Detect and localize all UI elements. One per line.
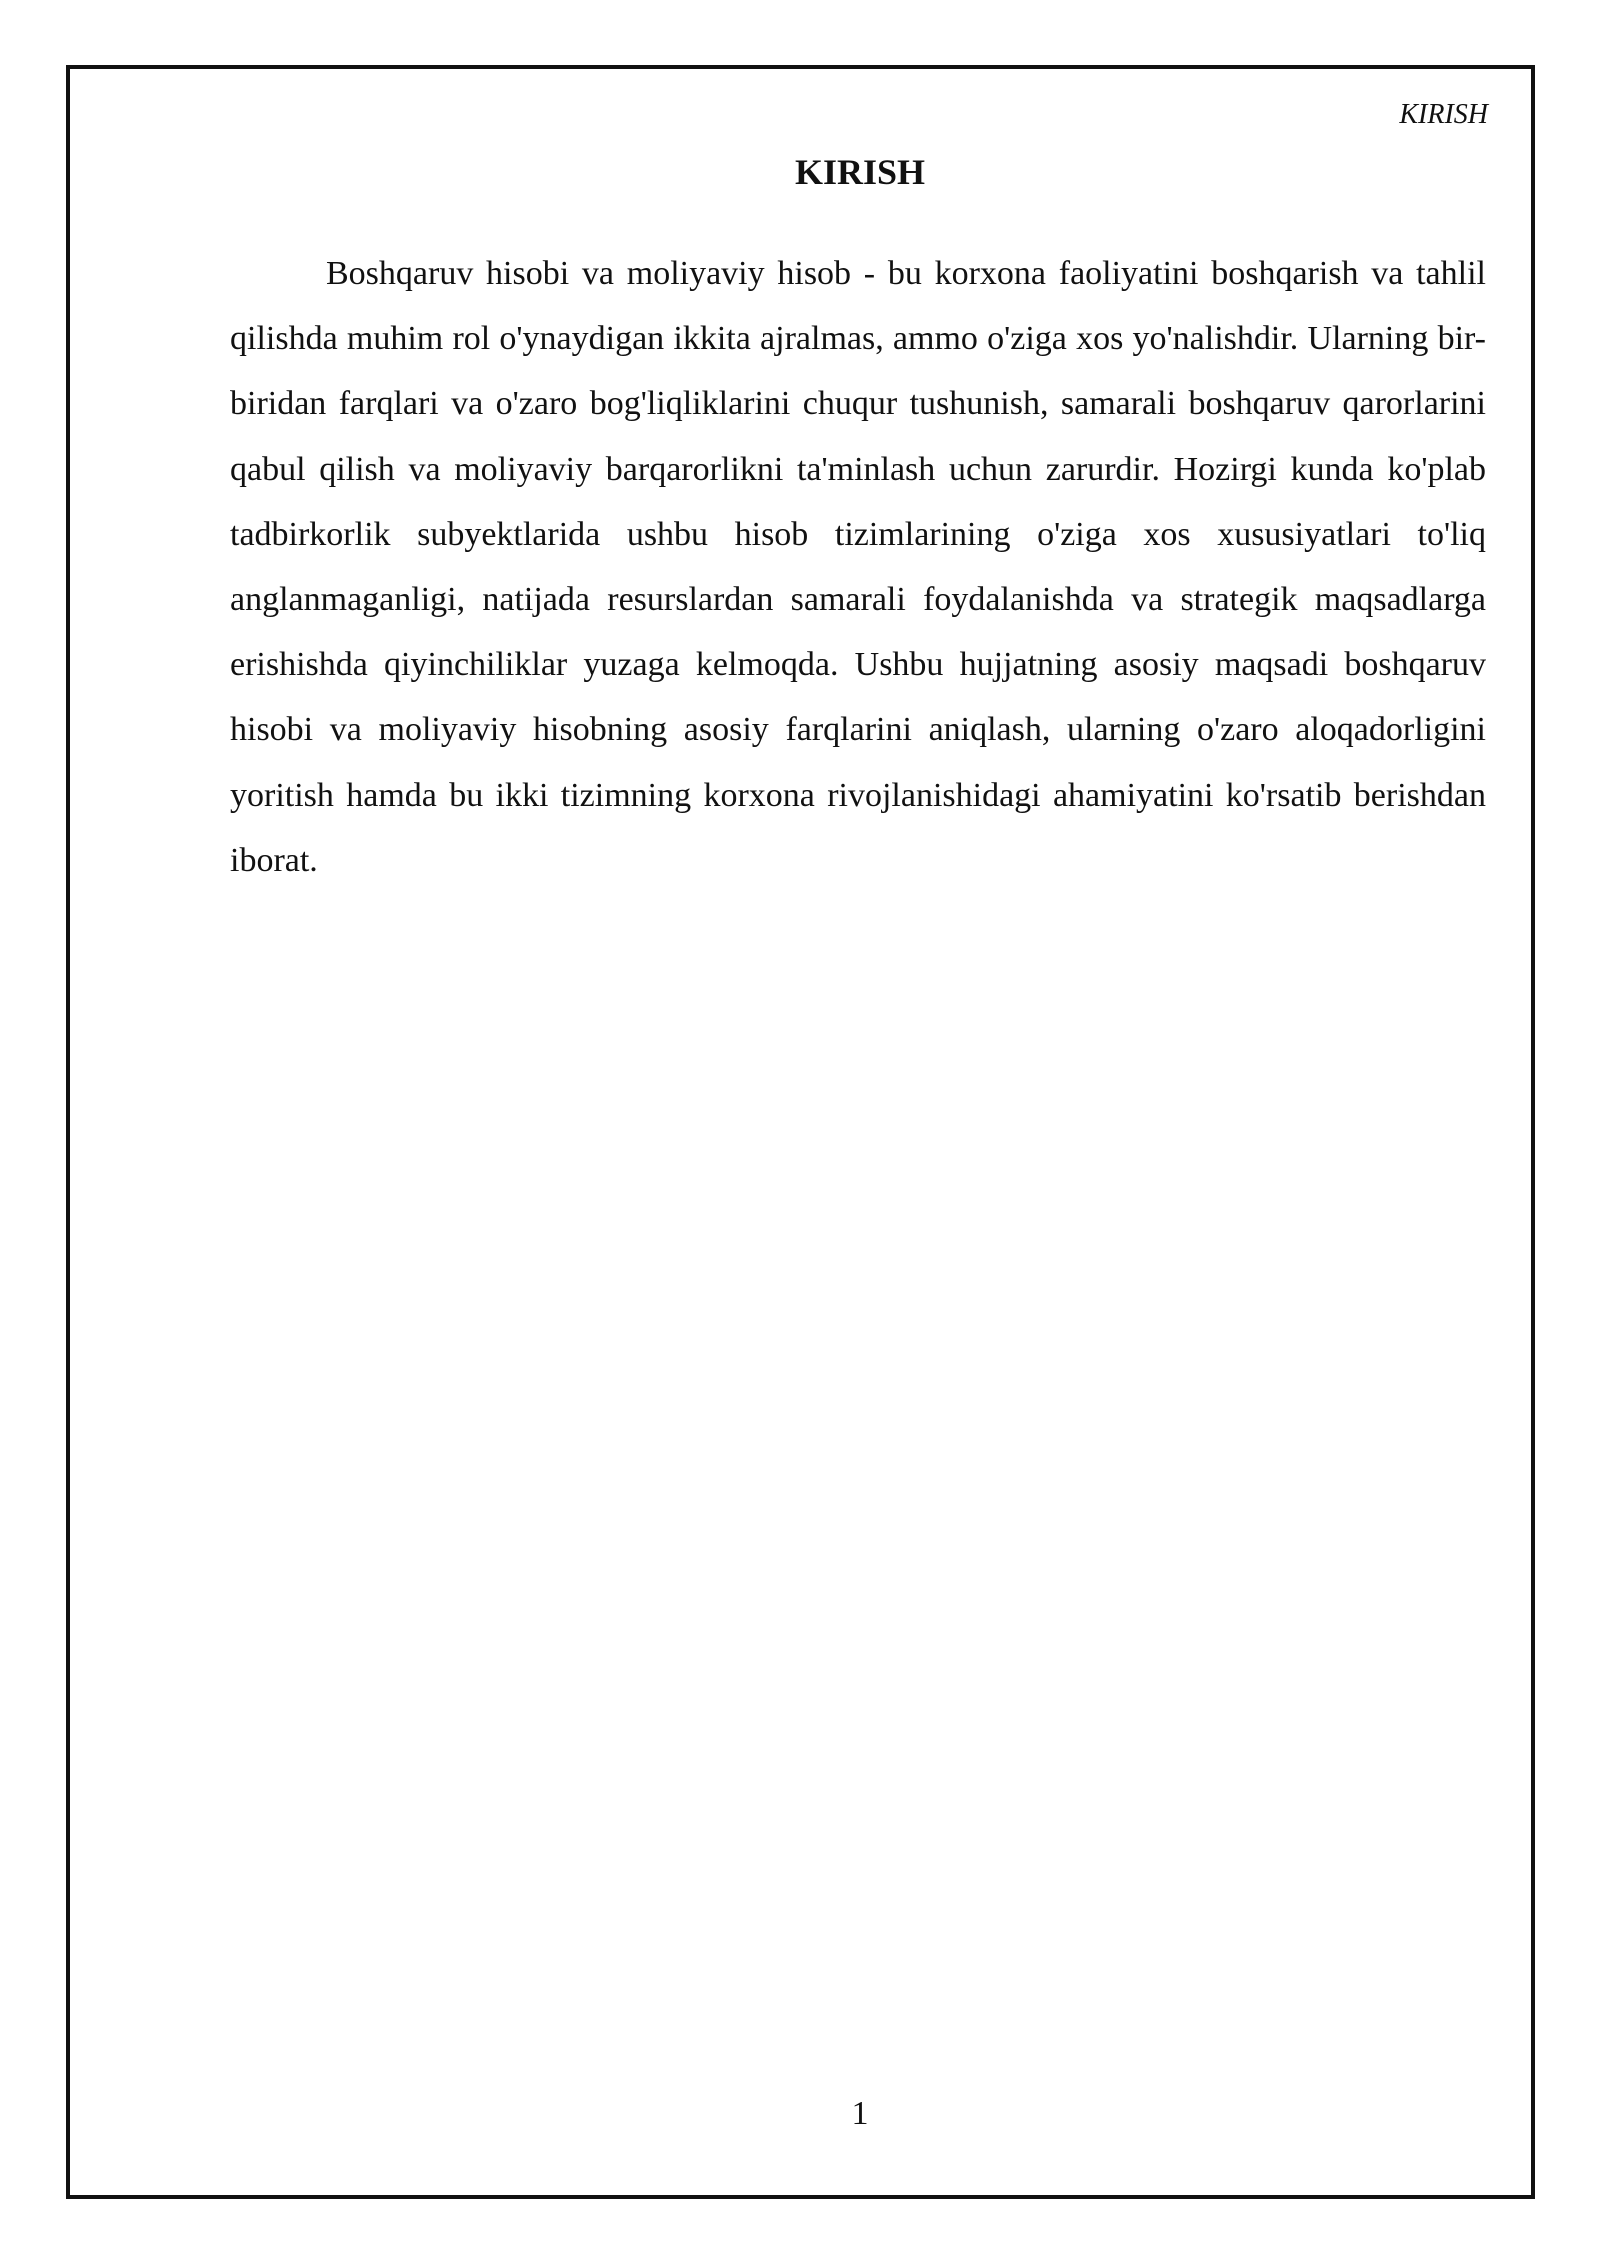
body-paragraph: Boshqaruv hisobi va moliyaviy hisob - bu korxona faoliyatini boshqarish va tahlil qilishda muhim rol o'ynaydigan ikkita ajralmas, ammo o'ziga xos yo'nalishdir. Ularning bir-biridan farqlari va o'zaro bog'liqliklarini chuqur tushunish, samarali boshqaruv qarorlarini qabul qilish va moliyaviy barqarorlikni ta'minlash uchun zarurdir. Hozirgi kunda ko'plab tadbirkorlik subyektlarida ushbu hisob tizimlarining o'ziga xos xususiyatlari to'liq anglanmaganligi, natijada resurslardan samarali foydalanishda va strategik maqsadlarga erishishda qiyinchiliklar yuzaga kelmoqda. Ushbu hujjatning asosiy maqsadi boshqaruv hisobi va moliyaviy hisobning asosiy farqlarini aniqlash, ularning o'zaro aloqadorligini yoritish hamda bu ikki tizimning korxona rivojlanishidagi ahamiyatini ko'rsatib berishdan iborat. (230, 255, 1486, 879)
page-title: KIRISH (794, 152, 926, 192)
page-number: 1 (851, 2095, 869, 2132)
running-header: KIRISH (1399, 99, 1488, 130)
